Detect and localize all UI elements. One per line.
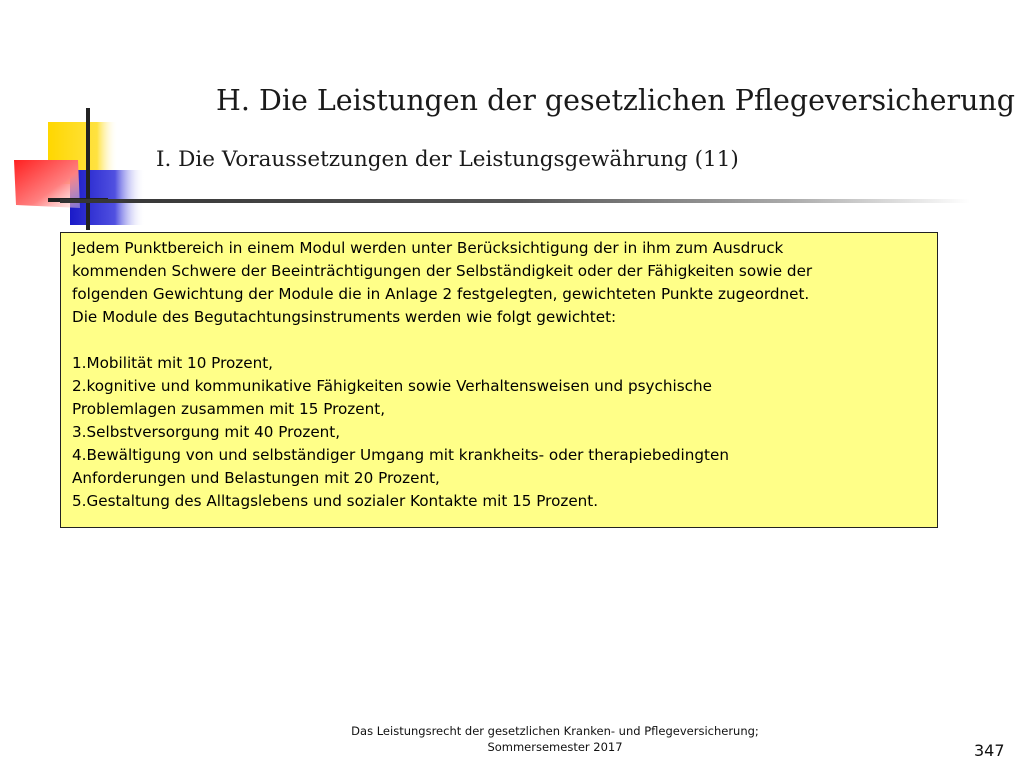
- intro-line: Die Module des Begutachtungsinstruments werden wie folgt gewichtet:: [72, 308, 617, 326]
- list-item: 5.Gestaltung des Alltagslebens und sozialer Kontakte mit 15 Prozent.: [72, 492, 599, 510]
- module-weight-list: [72, 352, 927, 513]
- slide-decoration: [0, 0, 150, 240]
- slide-subtitle: I. Die Voraussetzungen der Leistungsgewährung (11): [156, 147, 739, 172]
- list-item: 2.kognitive und kommunikative Fähigkeiten sowie Verhaltensweisen und psychische: [72, 377, 712, 395]
- intro-line: kommenden Schwere der Beeinträchtigungen der Selbständigkeit oder der Fähigkeiten sowie der: [72, 262, 813, 280]
- intro-line: Jedem Punktbereich in einem Modul werden unter Berücksichtigung der in ihm zum Ausdruck: [72, 239, 784, 257]
- decor-blue-square: [70, 170, 145, 225]
- list-item: Problemlagen zusammen mit 15 Prozent,: [72, 400, 386, 418]
- paragraph-gap: [72, 329, 927, 352]
- footer-line: Das Leistungsrecht der gesetzlichen Kranken- und Pflegeversicherung;: [351, 724, 759, 738]
- title-divider: [60, 199, 970, 203]
- page-number: 347: [974, 741, 1005, 760]
- list-item: Anforderungen und Belastungen mit 20 Prozent,: [72, 469, 440, 487]
- list-item: 4.Bewältigung von und selbständiger Umgang mit krankheits- oder therapiebedingten: [72, 446, 729, 464]
- slide-title: H. Die Leistungen der gesetzlichen Pflegeversicherung: [216, 84, 1016, 117]
- intro-line: folgenden Gewichtung der Module die in Anlage 2 festgelegten, gewichteten Punkte zugeordnet.: [72, 285, 810, 303]
- decor-vertical-line: [86, 108, 90, 230]
- list-item: 3.Selbstversorgung mit 40 Prozent,: [72, 423, 341, 441]
- slide-footer: [330, 723, 780, 755]
- list-item: 1.Mobilität mit 10 Prozent,: [72, 354, 273, 372]
- content-box: [60, 232, 938, 528]
- footer-line: Sommersemester 2017: [487, 740, 623, 754]
